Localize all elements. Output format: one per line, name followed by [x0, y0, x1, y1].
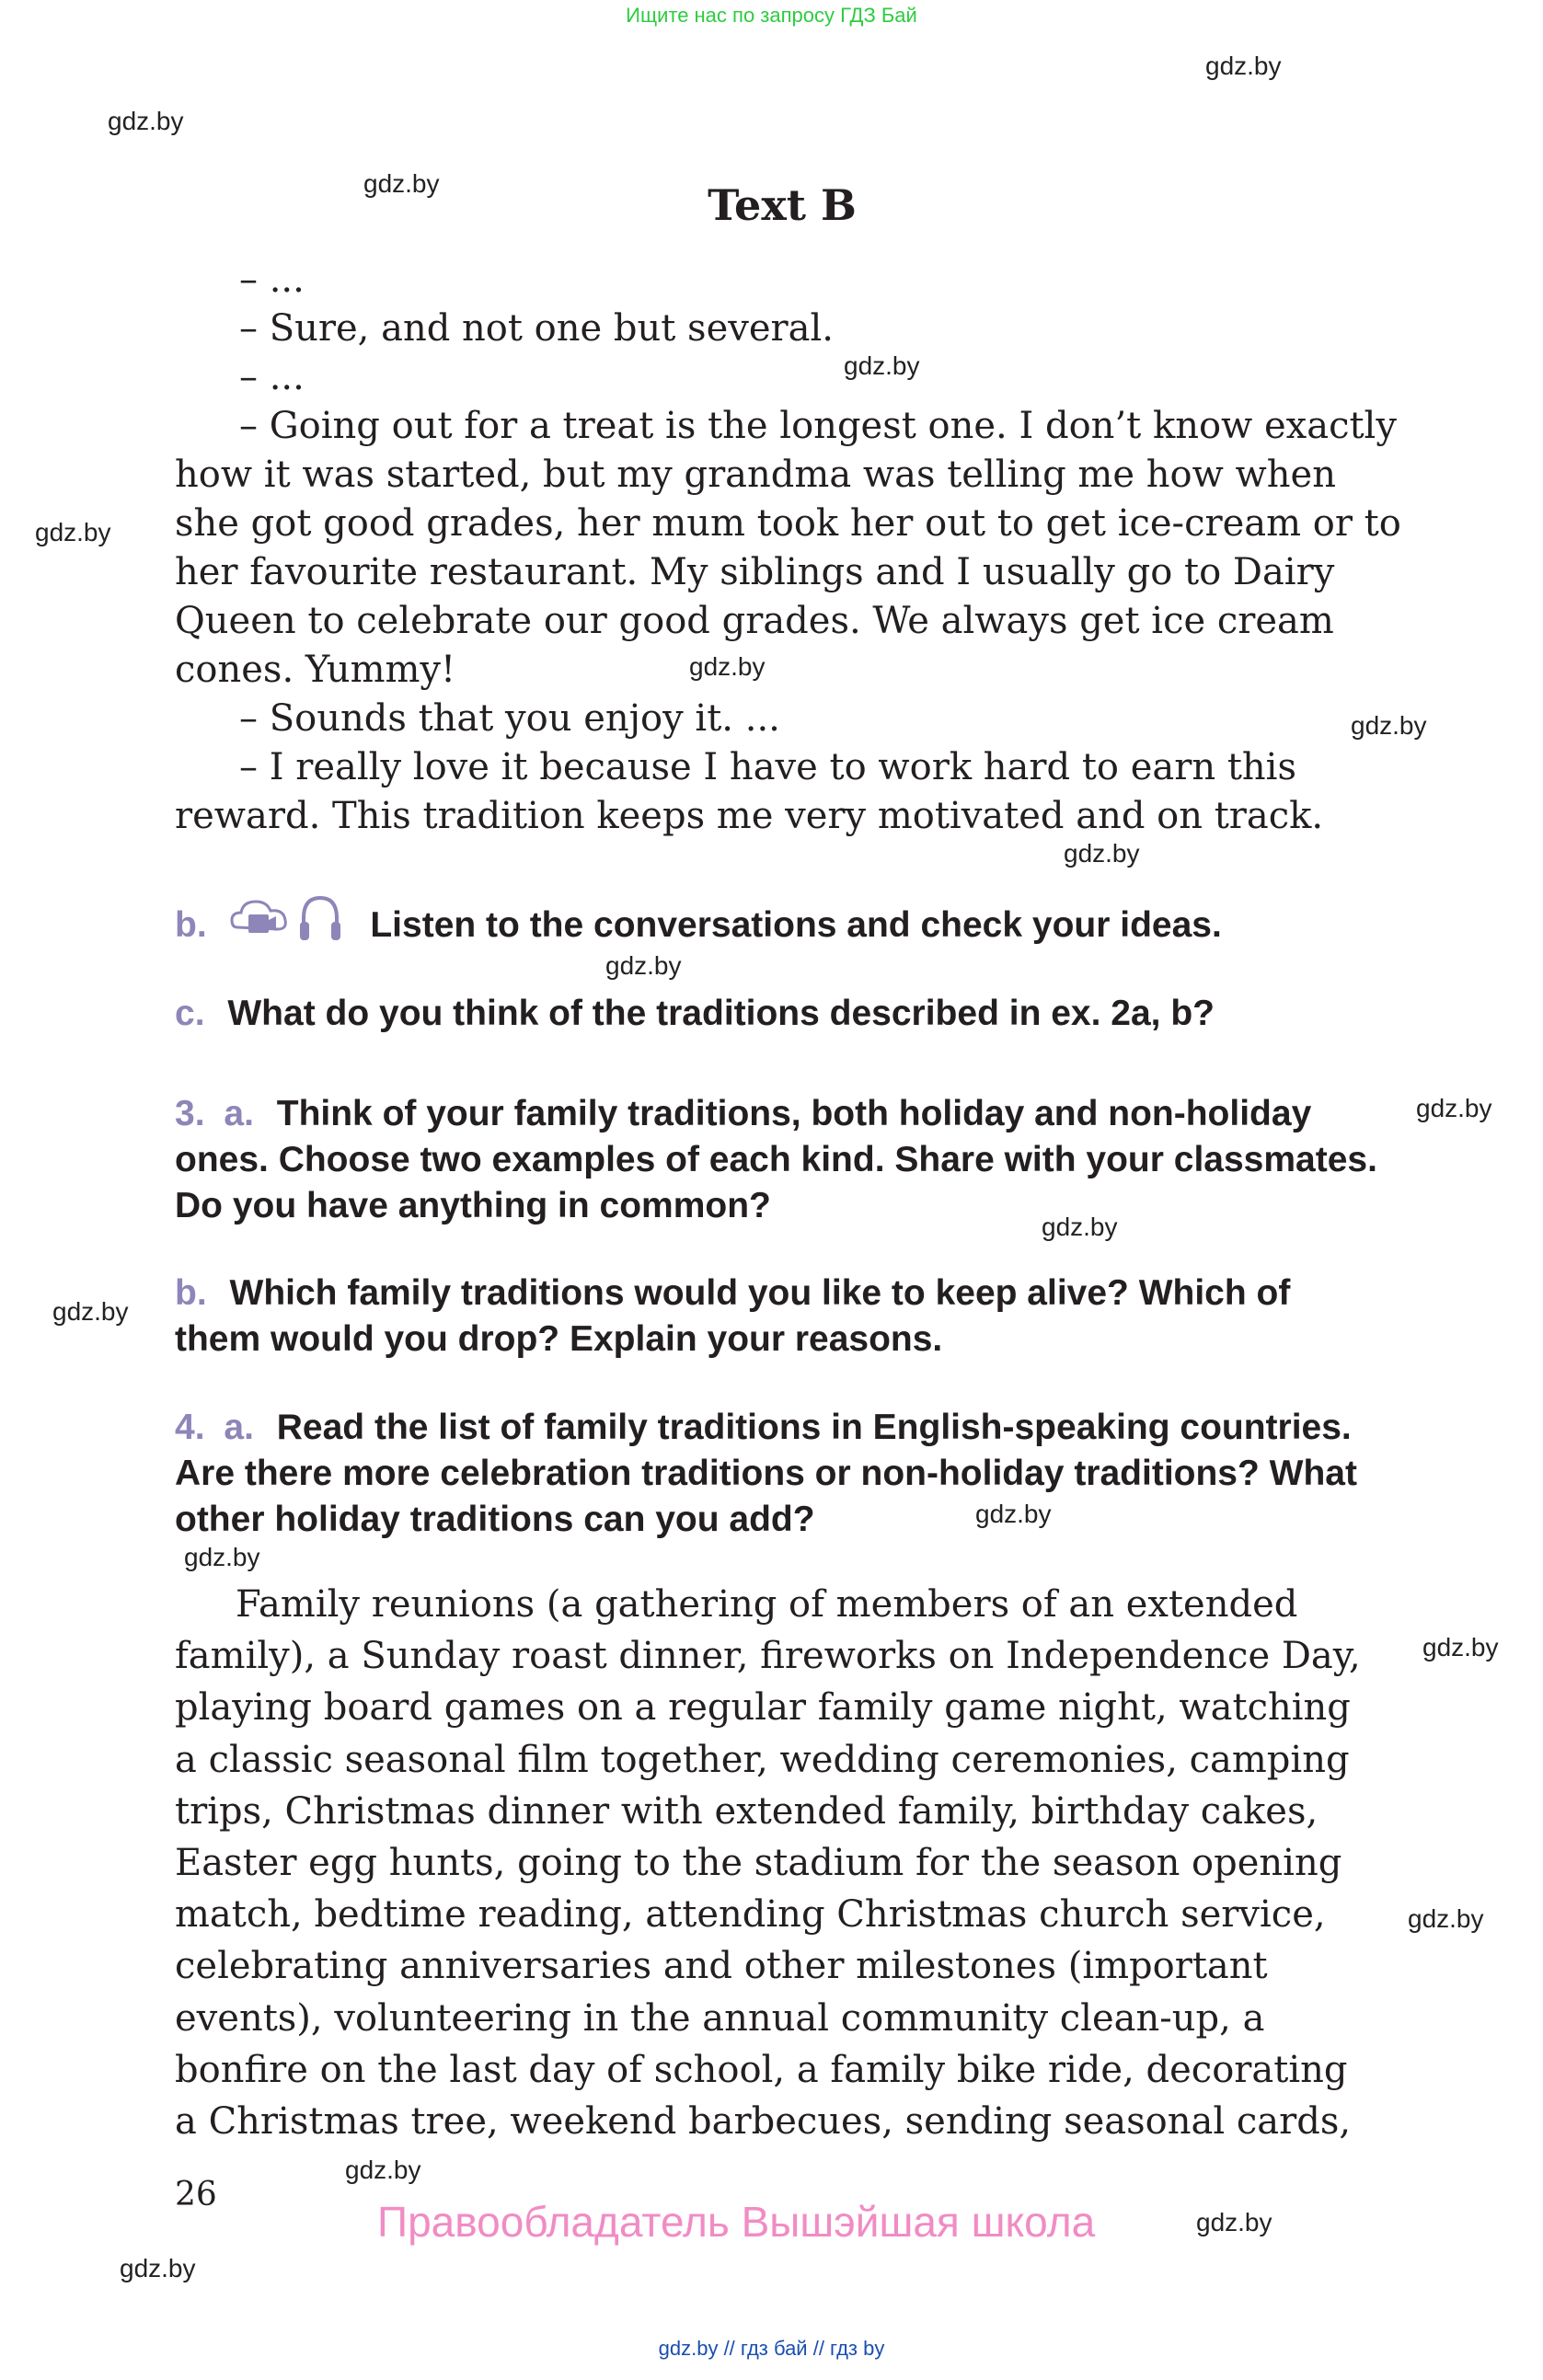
task-number: 4.: [175, 1408, 205, 1447]
top-banner: Ищите нас по запросу ГДЗ Бай: [626, 4, 917, 27]
task-text: Read the list of family traditions in English-speaking countries.: [276, 1408, 1352, 1447]
task-label: b.: [175, 904, 207, 945]
watermark: gdz.by: [689, 652, 766, 681]
task-text: Listen to the conversations and check your ideas.: [370, 904, 1222, 945]
dialogue-line: cones. Yummy!: [175, 649, 456, 691]
watermark: gdz.by: [120, 2254, 196, 2282]
watermark: gdz.by: [184, 1543, 260, 1571]
watermark: gdz.by: [1422, 1633, 1499, 1661]
task-line: them would you drop? Explain your reasons.: [175, 1319, 943, 1359]
task-line: [175, 1405, 1357, 1451]
task-label: b.: [175, 1273, 207, 1313]
task-line: Do you have anything in common?: [175, 1186, 771, 1225]
dialogue-block: [175, 256, 1399, 845]
rights-holder: Правообладатель Вышэйшая школа: [377, 2198, 1096, 2246]
footer-links: gdz.by // гдз бай // гдз by: [658, 2337, 885, 2360]
task-line: [175, 1270, 1290, 1316]
watermark: gdz.by: [52, 1297, 129, 1326]
task-text: Think of your family traditions, both holiday and non-holiday: [276, 1094, 1312, 1133]
dialogue-line: her favourite restaurant. My siblings and I usually go to Dairy: [175, 551, 1335, 593]
task-label: a.: [224, 1094, 254, 1133]
watermark: gdz.by: [975, 1500, 1052, 1528]
body-line: Family reunions (a gathering of members of an extended: [236, 1583, 1298, 1626]
dialogue-line: reward. This tradition keeps me very motivated and on track.: [175, 795, 1324, 837]
task-4a: [175, 1405, 1357, 1543]
watermark: gdz.by: [605, 951, 682, 980]
task-line: [175, 1091, 1377, 1137]
task-line: other holiday traditions can you add?: [175, 1500, 815, 1539]
watermark: gdz.by: [1408, 1904, 1484, 1933]
cloud-video-icon: [232, 902, 285, 933]
watermark: gdz.by: [844, 351, 920, 380]
body-line: celebrating anniversaries and other milestones (important: [175, 1945, 1268, 1988]
section-title: Text B: [708, 180, 857, 230]
body-line: bonfire on the last day of school, a family bike ride, decorating: [175, 2048, 1348, 2091]
traditions-paragraph: [175, 1579, 1361, 2147]
body-line: match, bedtime reading, attending Christmas church service,: [175, 1893, 1326, 1937]
watermark: gdz.by: [1196, 2208, 1272, 2236]
headphones-icon: [300, 898, 340, 940]
page-number: 26: [175, 2176, 217, 2213]
media-icons: [230, 892, 340, 961]
dialogue-line: she got good grades, her mum took her out to get ice-cream or to: [175, 502, 1401, 545]
watermark: gdz.by: [345, 2156, 421, 2184]
dialogue-line: – ...: [239, 259, 305, 301]
task-number: 3.: [175, 1094, 205, 1133]
body-line: a classic seasonal film together, wedding ceremonies, camping: [175, 1738, 1350, 1781]
task-label: a.: [224, 1408, 254, 1447]
watermark: gdz.by: [1205, 52, 1282, 80]
dialogue-line: – Sounds that you enjoy it. ...: [239, 697, 780, 740]
task-text: Which family traditions would you like to keep alive? Which of: [229, 1273, 1291, 1313]
task-line: ones. Choose two examples of each kind. Share with your classmates.: [175, 1140, 1377, 1179]
task-2c: [175, 991, 1215, 1037]
task-2b: [175, 892, 1222, 961]
dialogue-line: – Going out for a treat is the longest one. I don’t know exactly: [239, 405, 1397, 447]
dialogue-line: how it was started, but my grandma was telling me how when: [175, 454, 1336, 496]
task-3a: [175, 1091, 1377, 1229]
watermark: gdz.by: [35, 518, 111, 546]
body-line: playing board games on a regular family game night, watching: [175, 1686, 1351, 1730]
watermark: gdz.by: [1351, 711, 1427, 740]
watermark: gdz.by: [108, 107, 184, 135]
task-3b: [175, 1270, 1290, 1362]
task-line: Are there more celebration traditions or non-holiday traditions? What: [175, 1454, 1357, 1493]
dialogue-line: – Sure, and not one but several.: [239, 307, 834, 350]
watermark: gdz.by: [1064, 839, 1140, 868]
dialogue-line: – I really love it because I have to work hard to earn this: [239, 746, 1296, 788]
watermark: gdz.by: [1042, 1213, 1118, 1241]
task-text: What do you think of the traditions described in ex. 2a, b?: [227, 994, 1215, 1033]
dialogue-line: Queen to celebrate our good grades. We always get ice cream: [175, 600, 1334, 642]
body-line: a Christmas tree, weekend barbecues, sending seasonal cards,: [175, 2100, 1352, 2144]
body-line: events), volunteering in the annual community clean-up, a: [175, 1996, 1265, 2040]
watermark: gdz.by: [1416, 1094, 1492, 1122]
task-label: c.: [175, 994, 205, 1033]
body-line: trips, Christmas dinner with extended family, birthday cakes,: [175, 1789, 1318, 1833]
watermark: gdz.by: [363, 169, 440, 198]
dialogue-line: – ...: [239, 356, 305, 398]
body-line: family), a Sunday roast dinner, fireworks on Independence Day,: [175, 1635, 1361, 1678]
body-line: Easter egg hunts, going to the stadium for the season opening: [175, 1842, 1342, 1885]
